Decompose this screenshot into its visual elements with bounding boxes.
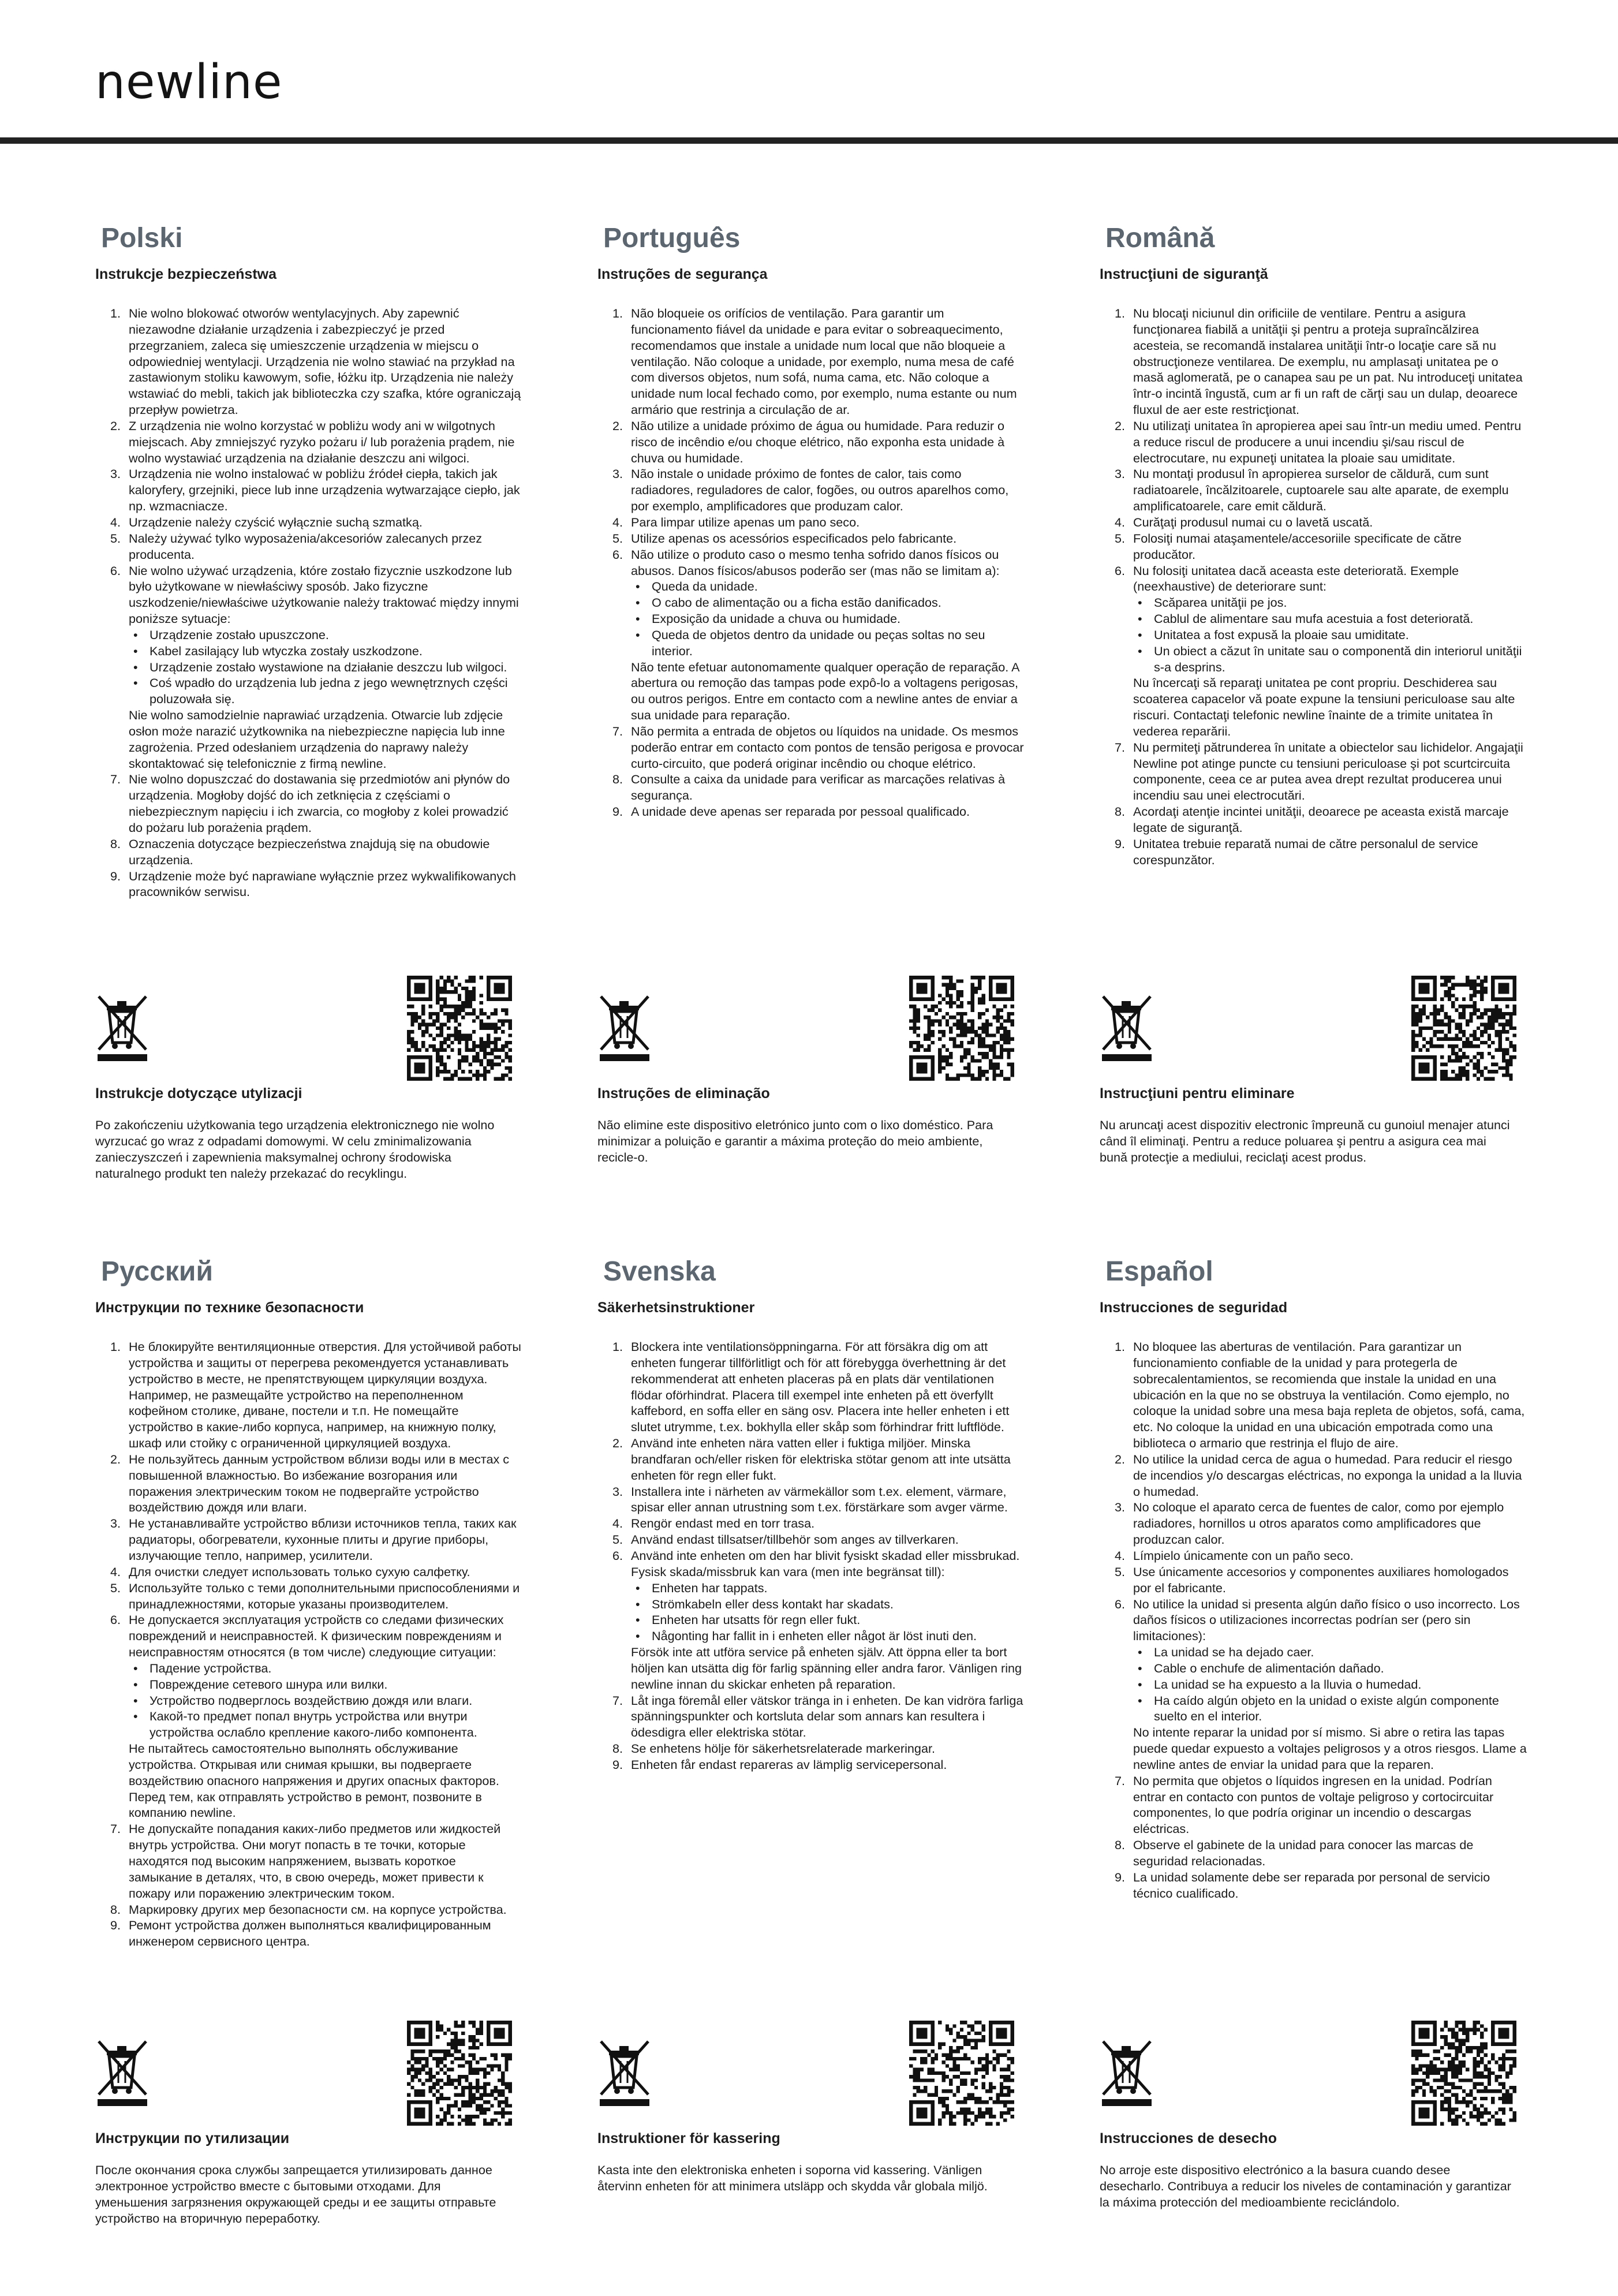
repair-warning-text: Försök inte att utföra service på enheten själv. Att öppna eller ta bort höljen kan utsätta dig för farlig spänning eller andra faror. Vänligen ring newline innan du skickar enheten på reparation. [631,1645,1022,1692]
safety-item-text: Folosiţi numai ataşamentele/accesoriile specificate de către producător. [1133,531,1462,562]
safety-item-text: No bloquee las aberturas de ventilación. Para garantizar un funcionamiento confiable de la unidad y para protegerla de sobrecalentamientos, se recomienda que instale la unidad en una ubicación en la que no se obstruya la ventilación. Como ejemplo, no coloque la unidad sobre una mesa baja repleta de objetos, sofá, cama, etc. No coloque la unidad en una ubicación empotrada como una biblioteca o armario que restrinja el flujo de aire. [1133,1339,1525,1451]
qr-code-icon[interactable] [1411,976,1516,1081]
disposal-title: Instruktioner för kassering [597,2130,780,2146]
safety-item-text: Consulte a caixa da unidade para verificar as marcações relativas à segurança. [631,772,1006,803]
safety-item [1129,1564,1527,1596]
safety-item-text: Enheten får endast repareras av lämplig servicepersonal. [631,1757,947,1772]
safety-item [626,466,1025,514]
safety-item-text: Se enhetens hölje för säkerhetsrelaterade markeringar. [631,1741,935,1756]
safety-item-text: Låt inga föremål eller vätskor tränga in i enheten. De kan vidröra farliga spänningspunkter och kortsluta delar som annars kan resultera i ödesdigra eller elektriska stötar. [631,1693,1023,1740]
safety-item [124,1917,522,1950]
damage-example: • Urządzenie zostało upuszczone. [141,627,522,643]
safety-item [626,804,1025,820]
safety-item [626,1741,1025,1757]
damage-examples-list [129,1660,522,1741]
safety-item-text: Não instale o unidade próximo de fontes de calor, tais como radiadores, reguladores de calor, fogões, ou outros aparelhos como, por exemplo, amplificadores que produzam calor. [631,466,1009,514]
language-title: Polski [101,223,183,253]
language-section-1 [95,222,522,900]
weee-crossed-bin-icon [1100,993,1154,1062]
language-section-2 [597,222,1025,820]
safety-item [626,771,1025,804]
damage-example: • Någonting har fallit in i enheten eller något är löst inuti den. [644,1628,1025,1644]
damage-example: • Queda de objetos dentro da unidade ou peças soltas no seu interior. [644,627,1025,659]
damage-examples-list [129,627,522,707]
language-title: Русский [101,1256,213,1287]
safety-item [1129,836,1527,868]
safety-item [626,723,1025,772]
disposal-text: Kasta inte den elektroniska enheten i soporna vid kassering. Vänligen återvinn enheten för att minimera utsläpp och skydda vår globala miljö. [597,2163,988,2194]
safety-item [124,771,522,835]
damage-example: • O cabo de alimentação ou a ficha estão danificados. [644,595,1025,611]
damage-examples-list [1133,1644,1527,1724]
safety-item [124,1451,522,1515]
safety-item [626,531,1025,547]
language-title: Română [1105,223,1215,253]
safety-item-text: Använd inte enheten nära vatten eller i fuktiga miljöer. Minska brandfaran och/eller risken för elektriska stötar genom att inte utsätta enheten för regn eller fukt. [631,1436,1011,1483]
damage-example: • Enheten har utsatts för regn eller fukt. [644,1612,1025,1628]
safety-item [124,1515,522,1564]
disposal-title: Instrucţiuni pentru eliminare [1100,1085,1295,1102]
safety-item [124,868,522,901]
safety-item-text: Не допускается эксплуатация устройств со следами физических повреждений и неисправностей. К физическим повреждениям и неисправностям относятся (в том числе) следующие ситуации: [129,1612,504,1660]
safety-item [1129,305,1527,418]
weee-crossed-bin-icon [95,993,150,1062]
safety-item-text: No utilice la unidad si presenta algún daño físico o uso incorrecto. Los daños físicos o utilizaciones incorrectas podrían ser (pero sin limitaciones): [1133,1596,1520,1644]
safety-item-text: Ремонт устройства должен выполняться квалифицированным инженером сервисного центра. [129,1918,491,1949]
safety-item [1129,1339,1527,1451]
safety-item-text: Acordaţi atenţie incintei unităţii, deoarece pe aceasta există marcaje legate de siguranţă. [1133,804,1509,835]
safety-item [1129,418,1527,466]
damage-examples-list [1133,595,1527,675]
safety-item-text: Для очистки следует использовать только сухую салфетку. [129,1564,470,1579]
safety-item [1129,466,1527,514]
safety-item [626,547,1025,723]
damage-example: • Enheten har tappats. [644,1580,1025,1596]
safety-subtitle: Instrucciones de seguridad [1100,1300,1288,1316]
damage-example: • Устройство подверглось воздействию дождя или влаги. [141,1693,522,1709]
damage-example: • Un obiect a căzut în unitate sau o componentă din interiorul unităţii s-a desprins. [1146,643,1527,675]
safety-item-text: Не пользуйтесь данным устройством вблизи воды или в местах с повышенной влажностью. Во избежание возгорания или поражения электрическим током не подвергайте устройство воздействию дождя или влаги. [129,1451,510,1515]
qr-code-icon[interactable] [1411,2021,1516,2126]
damage-example: • Какой-то предмет попал внутрь устройства или внутри устройства ослабло крепление какого-либо компонента. [141,1708,522,1741]
safety-item-text: Não bloqueie os orifícios de ventilação. Para garantir um funcionamento fiável da unidade e para evitar o sobreaquecimento, recomendamos que instale a unidade num local que não bloqueie a ventilação. Não coloque a unidade, por exemplo, numa mesa de café com diversos objetos, num sofá, numa cama, etc. Não coloque a unidade num local fechado como, por exemplo, numa estante ou num armário que restrinja a circulação de ar. [631,306,1017,417]
disposal-title: Instrucciones de desecho [1100,2130,1277,2146]
safety-item-text: Z urządzenia nie wolno korzystać w pobliżu wody ani w wilgotnych miejscach. Aby zmniejszyć ryzyko pożaru i/ lub porażenia prądem, nie wolno wystawiać urządzenia na działanie deszczu ani wilgoci. [129,418,515,465]
damage-example: • La unidad se ha expuesto a la lluvia o humedad. [1146,1677,1527,1693]
safety-item [124,466,522,514]
safety-item-text: Não permita a entrada de objetos ou líquidos na unidade. Os mesmos poderão entrar em contacto com pontos de tensão perigosa e provocar curto-circuito, que poderá originar incêndio ou choque elétrico. [631,723,1024,771]
safety-item-text: Para limpar utilize apenas um pano seco. [631,514,860,529]
language-section-6 [1100,1256,1527,1902]
safety-item [1129,804,1527,836]
brand-logo: newline [95,55,283,110]
safety-item-text: Nu montaţi produsul în apropierea surselor de căldură, cum sunt radiatoarele, încălzitoarele, cuptoarele sau alte aparate, de exemplu amplificatoarele, care emit căldură. [1133,466,1509,514]
safety-item-text: Använd inte enheten om den har blivit fysiskt skadad eller missbrukad. Fysisk skada/missbruk kan vara (men inte begränsat till): [631,1548,1020,1579]
damage-example: • Повреждение сетевого шнура или вилки. [141,1677,522,1693]
safety-item-text: Unitatea trebuie reparată numai de către personalul de service corespunzător. [1133,836,1478,867]
safety-item-text: Nu utilizaţi unitatea în apropierea apei sau într-un mediu umed. Pentru a reduce riscul de producere a unui incendiu şi/sau riscul de electrocutare, nu expuneţi unitatea la ploaie sau umiditate. [1133,418,1522,465]
safety-item [1129,563,1527,740]
safety-item-text: Не блокируйте вентиляционные отверстия. Для устойчивой работы устройства и защиты от перегрева рекомендуется устанавливать устройство в месте, не препятствующем циркуляции воздуха. Например, не размещайте устройство на переполненном кофейном столике, диване, постели и т.п. Не помещайте устройство в какие-либо корпуса, например, на книжную полку, шкаф или стойку с ограниченной циркуляцией воздуха. [129,1339,521,1451]
safety-item [1129,531,1527,563]
language-title: Português [603,223,741,253]
page-header [0,0,1618,144]
damage-example: • Queda da unidade. [644,578,1025,595]
safety-item-text: No coloque el aparato cerca de fuentes de calor, como por ejemplo radiadores, hornillos u otros aparatos como amplificadores que produzcan calor. [1133,1500,1504,1547]
safety-item [124,1580,522,1612]
safety-item-text: Nie wolno dopuszczać do dostawania się przedmiotów ani płynów do urządzenia. Mogłoby dojść do ich zetknięcia z częściami o niebezpiecznym napięciu i ich zwarcia, co mogłoby z kolei prowadzić do pożaru lub porażenia prądem. [129,772,510,835]
disposal-text: Po zakończeniu użytkowania tego urządzenia elektronicznego nie wolno wyrzucać go wraz z odpadami domowymi. W celu zminimalizowania zanieczyszczeń i zapewnienia maksymalnej ochrony środowiska naturalnego produkt ten należy przekazać do recyklingu. [95,1118,495,1181]
safety-item-text: Använd endast tillsatser/tillbehör som anges av tillverkaren. [631,1532,959,1547]
safety-item [124,1564,522,1580]
header-divider [0,137,1618,144]
safety-item [626,1339,1025,1435]
damage-example: • Strömkabeln eller dess kontakt har skadats. [644,1596,1025,1612]
qr-code-icon[interactable] [407,976,512,1081]
safety-item-text: Blockera inte ventilationsöppningarna. För att försäkra dig om att enheten fungerar tillförlitligt och för att förebygga överhettning är det rekommenderat att enheten placeras på en plats där ventilationen flödar oförhindrat. Placera till exempel inte enheten på ett överfyllt kaffebord, en soffa eller en säng osv. Placera inte heller enheten i ett slutet utrymme, t.ex. bokhylla eller skåp som förhindrar fritt luftflöde. [631,1339,1010,1435]
disposal-text: Não elimine este dispositivo eletrónico junto com o lixo doméstico. Para minimizar a poluição e garantir a máxima proteção do meio ambiente, recicle-o. [597,1118,993,1165]
safety-item [626,1435,1025,1484]
safety-item [1129,1869,1527,1902]
safety-item [626,418,1025,466]
safety-item-text: Используйте только с теми дополнительными приспособлениями и принадлежностями, которые указаны производителем. [129,1580,520,1611]
damage-example: • Cable o enchufe de alimentación dañado. [1146,1660,1527,1677]
safety-item-text: Urządzenie może być naprawiane wyłącznie przez wykwalifikowanych pracowników serwisu. [129,868,516,899]
language-title: Español [1105,1256,1213,1287]
damage-example: • Kabel zasilający lub wtyczka zostały uszkodzone. [141,643,522,659]
repair-warning-text: Nu încercaţi să reparaţi unitatea pe cont propriu. Deschiderea sau scoaterea capacelor vă poate expune la tensiuni periculoase sau alte riscuri. Contactaţi telefonic newline înainte de a trimite unitatea în vederea reparării. [1133,675,1515,738]
safety-list [95,1339,522,1950]
disposal-title: Instrukcje dotyczące utylizacji [95,1085,302,1102]
safety-item [626,514,1025,531]
safety-item-text: Observe el gabinete de la unidad para conocer las marcas de seguridad relacionadas. [1133,1838,1474,1868]
safety-item [124,305,522,418]
safety-item [1129,1596,1527,1773]
safety-item [626,1515,1025,1532]
weee-crossed-bin-icon [1100,2038,1154,2107]
qr-code-icon[interactable] [909,2021,1014,2126]
damage-examples-list [631,578,1025,659]
damage-example: • Exposição da unidade a chuva ou humidade. [644,611,1025,627]
language-section-3 [1100,222,1527,868]
safety-item [124,1339,522,1451]
disposal-text: После окончания срока службы запрещается утилизировать данное электронное устройство вместе с бытовыми отходами. Для уменьшения загрязнения окружающей среды и ее защиты отправьте устройство на вторичную переработку. [95,2163,496,2226]
safety-item-text: Не допускайте попадания каких-либо предметов или жидкостей внутрь устройства. Они могут попасть в те точки, которые находятся под высоким напряжением, вызвать короткое замыкание в деталях, что, в свою очередь, может привести к пожару или поражению электрическим током. [129,1821,501,1901]
safety-item-text: Маркировку других мер безопасности см. на корпусе устройства. [129,1902,507,1917]
safety-item [124,418,522,466]
safety-item-text: Nie wolno blokować otworów wentylacyjnych. Aby zapewnić niezawodne działanie urządzenia i zabezpieczyć je przed przegrzaniem, zaleca się umieszczenie urządzenia w miejscu o odpowiedniej wentylacji. Urządzenia nie wolno stawiać na przykład na zastawionym stoliku kawowym, sofie, łóżku itp. Urządzenia nie należy wstawiać do mebli, takich jak biblioteczka czy szafka, które ograniczają przepływ powietrza. [129,306,521,417]
damage-example: • Scăparea unităţii pe jos. [1146,595,1527,611]
disposal-title: Instruções de eliminação [597,1085,770,1102]
safety-subtitle: Instrucţiuni de siguranţă [1100,266,1268,282]
safety-item-text: Límpielo únicamente con un paño seco. [1133,1548,1354,1563]
damage-example: • Unitatea a fost expusă la ploaie sau umiditate. [1146,627,1527,643]
safety-item-text: Oznaczenia dotyczące bezpieczeństwa znajdują się na obudowie urządzenia. [129,836,490,867]
safety-item-text: Nu permiteţi pătrunderea în unitate a obiectelor sau lichidelor. Angajaţii Newline pot atinge puncte cu tensiuni periculoase şi pot scurtcircuita componente, ceea ce ar putea avea drept rezultat producerea unui incendiu sau unei electrocutări. [1133,740,1523,803]
damage-example: • La unidad se ha dejado caer. [1146,1644,1527,1660]
disposal-text: No arroje este dispositivo electrónico a la basura cuando desee desecharlo. Contribuya a reducir los niveles de contaminación y garantizar la máxima protección del medioambiente reciclándolo. [1100,2163,1511,2210]
safety-item-text: Não utilize a unidade próximo de água ou humidade. Para reduzir o risco de incêndio e/ou choque elétrico, não exponha esta unidade à chuva ou humidade. [631,418,1005,465]
safety-item-text: Não utilize o produto caso o mesmo tenha sofrido danos físicos ou abusos. Danos físicos/abusos poderão ser (mas não se limitam a): [631,547,1000,578]
safety-item [124,514,522,531]
safety-item [1129,1837,1527,1869]
safety-list [597,1339,1025,1773]
safety-item-text: No permita que objetos o líquidos ingresen en la unidad. Podrían entrar en contacto con puntos de voltaje peligroso y cortocircuitar componentes, lo que podría originar un incendio o descargas eléctricas. [1133,1773,1494,1836]
language-section-4 [95,1256,522,1950]
safety-item [626,1548,1025,1693]
safety-item [1129,1548,1527,1564]
safety-subtitle: Instrukcje bezpieczeństwa [95,266,277,282]
safety-item [124,836,522,868]
damage-examples-list [631,1580,1025,1644]
safety-item-text: No utilice la unidad cerca de agua o humedad. Para reducir el riesgo de incendios y/o descargas eléctricas, no exponga la unidad a la lluvia o humedad. [1133,1451,1522,1499]
safety-subtitle: Instruções de segurança [597,266,768,282]
safety-list [1100,305,1527,868]
safety-item-text: Rengör endast med en torr trasa. [631,1516,815,1531]
safety-item [626,1757,1025,1773]
safety-item [1129,740,1527,804]
safety-item-text: Use únicamente accesorios y componentes auxiliares homologados por el fabricante. [1133,1564,1509,1595]
language-title: Svenska [603,1256,716,1287]
damage-example: • Coś wpadło do urządzenia lub jedna z jego wewnętrznych części poluzowała się. [141,675,522,707]
qr-code-icon[interactable] [909,976,1014,1081]
safety-item-text: Nu folosiţi unitatea dacă aceasta este deteriorată. Exemple (neexhaustive) de deteriorare sunt: [1133,563,1459,594]
safety-item [124,1902,522,1918]
safety-item [1129,1451,1527,1500]
qr-code-icon[interactable] [407,2021,512,2126]
safety-item [626,1693,1025,1741]
repair-warning-text: No intente reparar la unidad por sí mismo. Si abre o retira las tapas puede quedar expuesto a voltajes peligrosos y a otros riesgos. Llame a newline antes de enviar la unidad para que la reparen. [1133,1725,1527,1772]
repair-warning-text: Не пытайтесь самостоятельно выполнять обслуживание устройства. Открывая или снимая крышки, вы подвергаете воздействию опасного напряжения и других опасных факторов. Перед тем, как отправлять устройство в ремонт, позвоните в компанию newline. [129,1741,499,1820]
safety-subtitle: Säkerhetsinstruktioner [597,1300,755,1316]
safety-item [1129,1773,1527,1837]
safety-item [124,1821,522,1901]
safety-item [626,1532,1025,1548]
repair-warning-text: Não tente efetuar autonomamente qualquer operação de reparação. A abertura ou remoção das tampas pode expô-lo a voltagens perigosas, ou outros perigos. Entre em contacto com a newline antes de enviar a sua unidade para reparação. [631,659,1019,723]
safety-item [1129,1499,1527,1548]
damage-example: • Urządzenie zostało wystawione na działanie deszczu lub wilgoci. [141,659,522,675]
safety-item-text: Urządzenie należy czyścić wyłącznie suchą szmatką. [129,514,423,529]
safety-list [95,305,522,900]
safety-item [124,531,522,563]
safety-item-text: Urządzenia nie wolno instalować w pobliżu źródeł ciepła, takich jak kaloryfery, grzejniki, piece lub inne urządzenia wytwarzające ciepło, jak np. wzmacniacze. [129,466,520,514]
safety-item-text: Nu blocaţi niciunul din orificiile de ventilare. Pentru a asigura funcţionarea fiabilă a unităţii şi pentru a proteja supraîncălzirea acesteia, se recomandă instalarea unităţii într-o locaţie care să nu obstrucţioneze ventilarea. De exemplu, nu amplasaţi unitatea pe o masă aglomerată, pe o canapea sau pe un pat. Nu introduceţi unitatea într-o incintă îngustă, cum ar fi un raft de cărţi sau un dulap, deoarece fluxul de aer este restricţionat. [1133,306,1523,417]
safety-item [1129,514,1527,531]
damage-example: • Падение устройства. [141,1660,522,1677]
safety-subtitle: Инструкции по технике безопасности [95,1300,364,1316]
safety-item-text: A unidade deve apenas ser reparada por pessoal qualificado. [631,804,970,819]
repair-warning-text: Nie wolno samodzielnie naprawiać urządzenia. Otwarcie lub zdjęcie osłon może narazić użytkownika na niebezpieczne napięcia lub inne zagrożenia. Przed odesłaniem urządzenia do naprawy należy skontaktować się telefonicznie z firmą newline. [129,708,505,771]
weee-crossed-bin-icon [95,2038,150,2107]
language-section-5 [597,1256,1025,1773]
damage-example: • Ha caído algún objeto en la unidad o existe algún componente suelto en el interior. [1146,1693,1527,1725]
disposal-text: Nu aruncaţi acest dispozitiv electronic împreună cu gunoiul menajer atunci când îl eliminaţi. Pentru a reduce poluarea şi pentru a asigura cea mai bună protecţie a mediului, reciclaţi acest produs. [1100,1118,1510,1165]
disposal-title: Инструкции по утилизации [95,2130,290,2146]
safety-item-text: Installera inte i närheten av värmekällor som t.ex. element, värmare, spisar eller annan utrustning som t.ex. förstärkare som avger värme. [631,1484,1008,1515]
safety-item-text: Utilize apenas os acessórios especificados pelo fabricante. [631,531,957,546]
safety-item-text: Należy używać tylko wyposażenia/akcesoriów zalecanych przez producenta. [129,531,483,562]
weee-crossed-bin-icon [597,993,652,1062]
safety-item [124,563,522,772]
safety-item-text: Curăţaţi produsul numai cu o lavetă uscată. [1133,514,1373,529]
safety-item-text: La unidad solamente debe ser reparada por personal de servicio técnico cualificado. [1133,1869,1490,1901]
safety-item-text: Nie wolno używać urządzenia, które zostało fizycznie uszkodzone lub było użytkowane w niewłaściwy sposób. Jako fizyczne uszkodzenie/niewłaściwe użytkowanie należy traktować między innymi poniższe sytuacje: [129,563,519,626]
safety-list [1100,1339,1527,1902]
safety-list [597,305,1025,820]
safety-item [626,305,1025,418]
safety-item [124,1612,522,1821]
weee-crossed-bin-icon [597,2038,652,2107]
safety-item-text: Не устанавливайте устройство вблизи источников тепла, таких как радиаторы, обогреватели, кухонные плиты и другие приборы, излучающие тепло, например, усилители. [129,1516,517,1563]
safety-item [626,1484,1025,1516]
damage-example: • Cablul de alimentare sau mufa acestuia a fost deteriorată. [1146,611,1527,627]
